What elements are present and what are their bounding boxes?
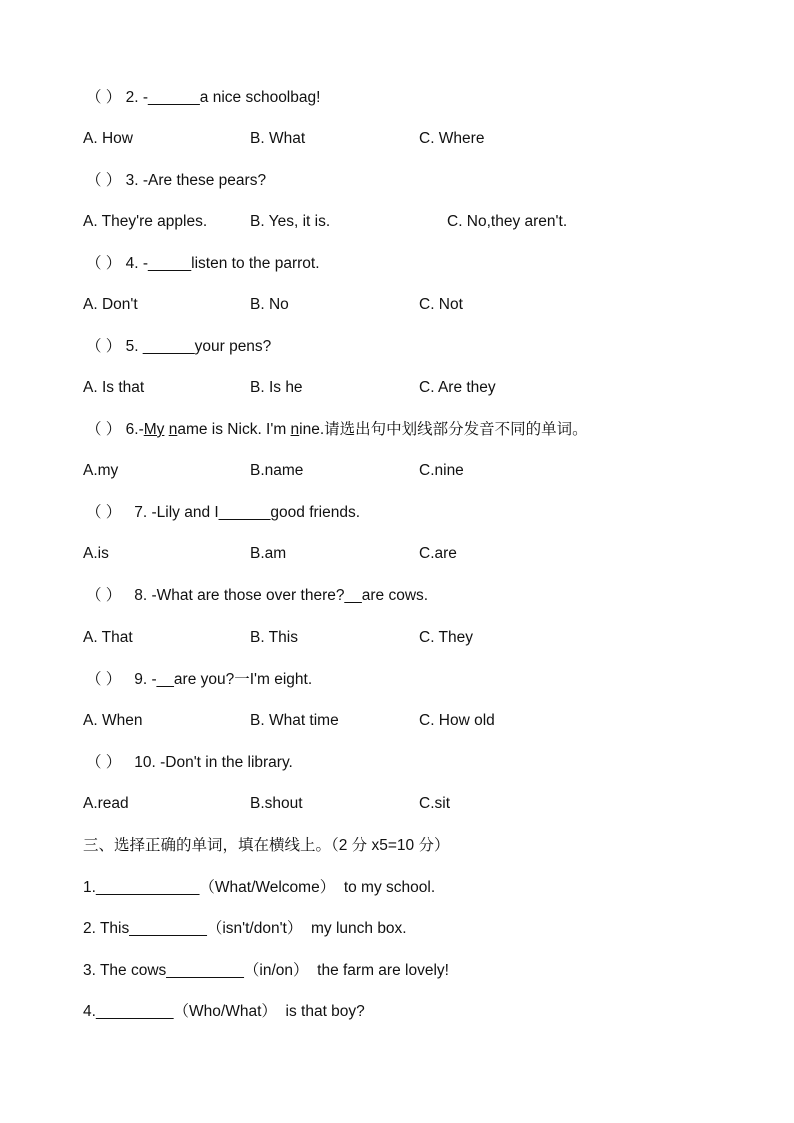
option-b[interactable]: B.name xyxy=(250,462,304,479)
option-b[interactable]: B. Is he xyxy=(250,379,303,396)
fill-choice: （What/Welcome） xyxy=(199,879,336,896)
question-number: 3. xyxy=(125,172,139,189)
fill-text: to my school. xyxy=(343,879,436,896)
question-blank: ______ xyxy=(148,89,200,106)
answer-paren[interactable]: （ ） xyxy=(86,89,122,106)
fill-blank[interactable]: _________ xyxy=(166,962,244,979)
option-a[interactable]: A.is xyxy=(83,545,109,562)
answer-paren[interactable]: （ ） xyxy=(86,754,122,771)
question-number: 5. xyxy=(125,338,139,355)
answer-paren[interactable]: （ ） xyxy=(86,587,122,604)
question-text: are cows. xyxy=(361,587,429,604)
answer-paren[interactable]: （ ） xyxy=(86,504,122,521)
question-blank: ______ xyxy=(218,504,271,521)
answer-paren[interactable]: （ ） xyxy=(86,338,122,355)
question-number: 8. xyxy=(134,587,148,604)
answer-paren[interactable]: （ ） xyxy=(86,255,122,272)
question-4 xyxy=(86,254,320,274)
fill-item-4 xyxy=(83,1002,365,1022)
option-c[interactable]: C. Are they xyxy=(419,379,496,396)
option-a[interactable]: A.my xyxy=(83,462,119,479)
answer-paren[interactable]: （ ） xyxy=(86,671,122,688)
question-text: good friends. xyxy=(270,504,361,521)
question-blank: _____ xyxy=(148,255,192,272)
option-b[interactable]: B. What time xyxy=(250,712,339,729)
question-6 xyxy=(86,420,588,440)
question-blank: __ xyxy=(344,587,362,604)
question-text: ine.请选出句中划线部分发音不同的单词。 xyxy=(299,421,588,438)
question-text: a nice schoolbag! xyxy=(199,89,321,106)
option-c[interactable]: C. Not xyxy=(419,296,463,313)
fill-item-1 xyxy=(83,878,435,898)
fill-text: 3. The cows xyxy=(83,962,167,979)
question-10 xyxy=(86,753,293,773)
fill-text: my lunch box. xyxy=(310,920,407,937)
answer-paren[interactable]: （ ） xyxy=(86,172,122,189)
option-a[interactable]: A. They're apples. xyxy=(83,213,208,230)
question-3 xyxy=(86,171,266,191)
answer-paren[interactable]: （ ） xyxy=(86,421,122,438)
fill-text: is that boy? xyxy=(285,1003,365,1020)
option-c[interactable]: C. No,they aren't. xyxy=(447,213,568,230)
question-number: 4. xyxy=(125,255,139,272)
fill-choice: （isn't/don't） xyxy=(206,920,303,937)
question-number: 9. xyxy=(134,671,148,688)
fill-text: the farm are lovely! xyxy=(317,962,449,979)
question-text: -Lily and I xyxy=(151,504,219,521)
question-text: -Don't in the library. xyxy=(160,754,293,771)
option-a[interactable]: A. Is that xyxy=(83,379,145,396)
option-b[interactable]: B. Yes, it is. xyxy=(250,213,331,230)
fill-text: 2. This xyxy=(83,920,130,937)
fill-blank[interactable]: ____________ xyxy=(95,879,200,896)
option-c[interactable]: C.are xyxy=(419,545,457,562)
question-number: 10. xyxy=(134,754,156,771)
option-c[interactable]: C. Where xyxy=(419,130,485,147)
question-blank: __ xyxy=(156,671,174,688)
option-c[interactable]: C.sit xyxy=(419,795,450,812)
option-b[interactable]: B.shout xyxy=(250,795,303,812)
option-b[interactable]: B. This xyxy=(250,629,298,646)
fill-text: 1. xyxy=(83,879,96,896)
option-a[interactable]: A. When xyxy=(83,712,143,729)
question-number: 7. xyxy=(134,504,148,521)
option-a[interactable]: A. How xyxy=(83,130,133,147)
fill-blank[interactable]: _________ xyxy=(95,1003,174,1020)
fill-choice: （in/on） xyxy=(243,962,309,979)
underlined-part: My xyxy=(143,421,165,438)
question-5 xyxy=(86,337,271,357)
question-text: - xyxy=(142,255,149,272)
question-2 xyxy=(86,88,320,108)
option-a[interactable]: A.read xyxy=(83,795,129,812)
option-b[interactable]: B. No xyxy=(250,296,289,313)
question-text: -What are those over there? xyxy=(151,587,345,604)
question-text: - xyxy=(151,671,157,688)
question-text: listen to the parrot. xyxy=(191,255,320,272)
question-9 xyxy=(86,670,312,690)
option-c[interactable]: C. They xyxy=(419,629,473,646)
underlined-part: n xyxy=(168,421,178,438)
question-blank: ______ xyxy=(142,338,195,355)
question-8 xyxy=(86,586,428,606)
question-text: ame is Nick. I'm xyxy=(177,421,291,438)
option-c[interactable]: C.nine xyxy=(419,462,464,479)
fill-item-3 xyxy=(83,961,449,981)
fill-text: 4. xyxy=(83,1003,96,1020)
question-text: are you?一I'm eight. xyxy=(173,671,313,688)
question-text: -Are these pears? xyxy=(142,172,267,189)
option-a[interactable]: A. Don't xyxy=(83,296,138,313)
option-b[interactable]: B. What xyxy=(250,130,306,147)
underlined-part: n xyxy=(290,421,300,438)
fill-item-2 xyxy=(83,919,407,939)
fill-choice: （Who/What） xyxy=(173,1003,277,1020)
option-a[interactable]: A. That xyxy=(83,629,133,646)
section-3-title: 三、选择正确的单词，填在横线上。（2 分 x5=10 分） xyxy=(83,837,450,854)
option-c[interactable]: C. How old xyxy=(419,712,495,729)
fill-blank[interactable]: _________ xyxy=(129,920,207,937)
question-text: - xyxy=(138,421,144,438)
question-number: 2. xyxy=(125,89,139,106)
question-7 xyxy=(86,503,360,523)
question-text: - xyxy=(142,89,149,106)
question-text: your pens? xyxy=(194,338,272,355)
option-b[interactable]: B.am xyxy=(250,545,287,562)
question-number: 6. xyxy=(125,421,139,438)
